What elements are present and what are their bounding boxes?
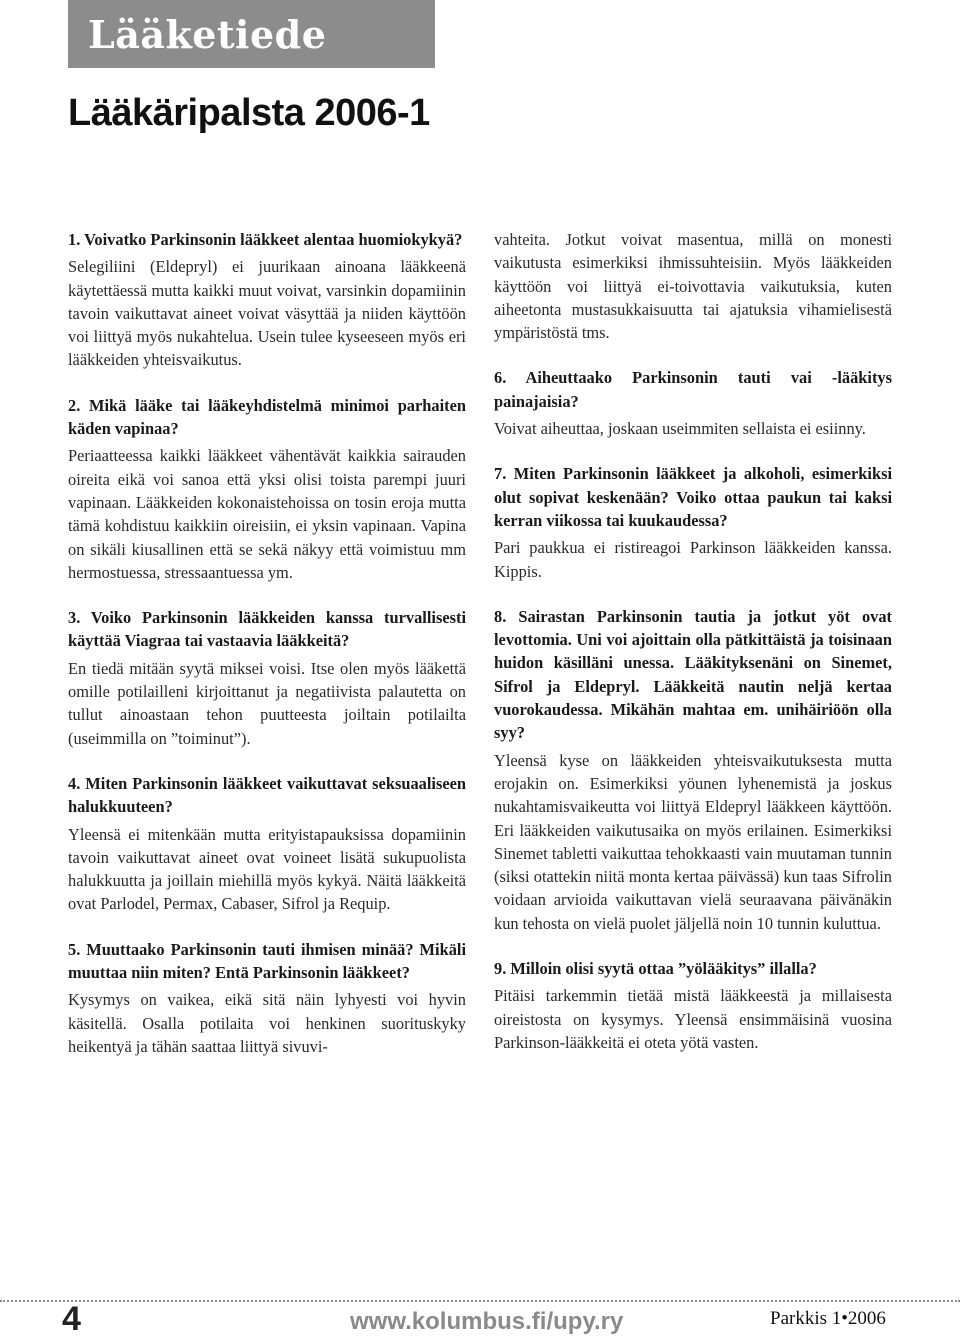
- answer: Pitäisi tarkemmin tietää mistä lääkkeestä ja millaisesta oireistosta on kysymys. Yleensä ensimmäisinä vuosina Parkinson-lääkkeitä ei oteta yötä vasten.: [494, 986, 892, 1052]
- question: 8. Sairastan Parkinsonin tautia ja jotkut yöt ovat levottomia. Uni voi ajoittain olla pätkittäistä ja toisinaan huidon käsilläni unessa. Lääkityksenäni on Sinemet, Sifrol ja Eldepryl. Lääkkeitä nautin neljä kertaa vuorokaudessa. Mikähän mahtaa em. unihäiriöön olla syy?: [494, 606, 892, 743]
- qa-item: [68, 606, 466, 750]
- question: 4. Miten Parkinsonin lääkkeet vaikuttavat seksuaaliseen halukkuuteen?: [68, 773, 466, 817]
- footer-issue: Parkkis 1•2006: [770, 1308, 886, 1329]
- qa-item: [494, 366, 892, 440]
- page-number: 4: [62, 1300, 81, 1338]
- answer: Selegiliini (Eldepryl) ei juurikaan ainoana lääkkeenä käytettäessä mutta kaikki muut voivat, varsinkin dopamiinin tavoin vaikuttavat aineet voivat väsyttää ja niiden käyttöön voi liittyä myös nukahtelua. Usein tulee kyseeseen myös eri lääkkeiden yhteisvaikutus.: [68, 257, 466, 370]
- question: 7. Miten Parkinsonin lääkkeet ja alkoholi, esimerkiksi olut sopivat keskenään? Voiko ottaa paukun tai kaksi kerran viikossa tai kuukaudessa?: [494, 464, 892, 530]
- answer: Periaatteessa kaikki lääkkeet vähentävät kaikkia sairauden oireita eikä voi sanoa että yksi olisi toista parempi juuri vapinaan. Lääkkeiden kokonaistehoissa on tosin eroja mutta tämä kohdistuu kaikkiin oireisiin, ei yksin vapinaan. Vapina on sikäli kiusallinen että se sekä näkyy että voimistuu mm hermostuessa, stressaantuessa ym.: [68, 446, 466, 582]
- qa-item: [68, 938, 466, 1058]
- qa-item: [494, 605, 892, 935]
- answer: Kysymys on vaikea, eikä sitä näin lyhyesti voi hyvin käsitellä. Osalla potilaita voi henkinen suorituskyky heikentyä ja tähän saattaa liittyä sivuvi-: [68, 990, 466, 1056]
- question: 1. Voivatko Parkinsonin lääkkeet alentaa huomiokykyä?: [68, 230, 463, 249]
- answer-continuation: vahteita. Jotkut voivat masentua, millä on monesti vaikutusta esimerkiksi ihmissuhteisiin. Myös lääkkeiden käyttöön voi liittyä ei-toivottavia vaikutuksia, kuten aiheetonta mustasukkaisuutta tai ajatuksia vihamielisestä ympäristöstä tms.: [494, 230, 892, 343]
- right-column: [494, 228, 892, 1076]
- answer: En tiedä mitään syytä miksei voisi. Itse olen myös lääkettä omille potilailleni kirjoittanut ja negatiivista palautetta on tullut ainoastaan tehon puutteesta joiltain potilailta (useimmilla on ”toiminut”).: [68, 658, 466, 748]
- question: 5. Muuttaako Parkinsonin tauti ihmisen minää? Mikäli muuttaa niin miten? Entä Parkinsonin lääkkeet?: [68, 939, 466, 983]
- left-column: [68, 228, 466, 1080]
- question: 6. Aiheuttaako Parkinsonin tauti vai -lääkitys painajaisia?: [494, 368, 892, 411]
- qa-item: [68, 228, 466, 372]
- qa-item: [494, 957, 892, 1054]
- qa-item: [68, 772, 466, 916]
- page-title: Lääkäripalsta 2006-1: [68, 92, 430, 134]
- answer: Yleensä kyse on lääkkeiden yhteisvaikutuksesta mutta erojakin on. Esimerkiksi yöunen lyhenemistä ja joskus nukahtamisvaikeutta voi liittyä Eldepryl lääkkeen käyttöön. Eri lääkkeiden vaikutusaika on myös erilainen. Esimerkiksi Sinemet tabletti vaikuttaa tehokkaasti vain muutaman tunnin (siksi otattekin niitä monta kertaa päivässä) kun taas Sifrolin voidaan arvioida vaikuttavan vielä seuraavana päivänäkin kun tehosta on vielä puolet jäljellä noin 10 tunnin kuluttua.: [494, 750, 892, 933]
- question: 3. Voiko Parkinsonin lääkkeiden kanssa turvallisesti käyttää Viagraa tai vastaavia lääkkeitä?: [68, 608, 466, 651]
- question: 2. Mikä lääke tai lääkeyhdistelmä minimoi parhaiten käden vapinaa?: [68, 395, 466, 439]
- section-label: Lääketiede: [88, 12, 327, 57]
- footer-url: www.kolumbus.fi/upy.ry: [350, 1308, 624, 1335]
- qa-item: [68, 394, 466, 584]
- question: 9. Milloin olisi syytä ottaa ”yölääkitys” illalla?: [494, 959, 817, 979]
- answer: Yleensä ei mitenkään mutta erityistapauksissa dopamiinin tavoin vaikuttavat aineet ovat voineet lisätä sukupuolista halukkuutta ja joillain miehillä myös kykyä. Näitä lääkkeitä ovat Parlodel, Permax, Cabaser, Sifrol ja Requip.: [68, 824, 466, 914]
- answer: Pari paukkua ei ristireagoi Parkinson lääkkeiden kanssa. Kippis.: [494, 538, 892, 581]
- section-banner: [68, 0, 435, 68]
- footer-divider: [0, 1300, 960, 1302]
- answer: Voivat aiheuttaa, joskaan useimmiten sellaista ei esiinny.: [494, 419, 866, 439]
- qa-continuation: [494, 228, 892, 344]
- qa-item: [494, 462, 892, 582]
